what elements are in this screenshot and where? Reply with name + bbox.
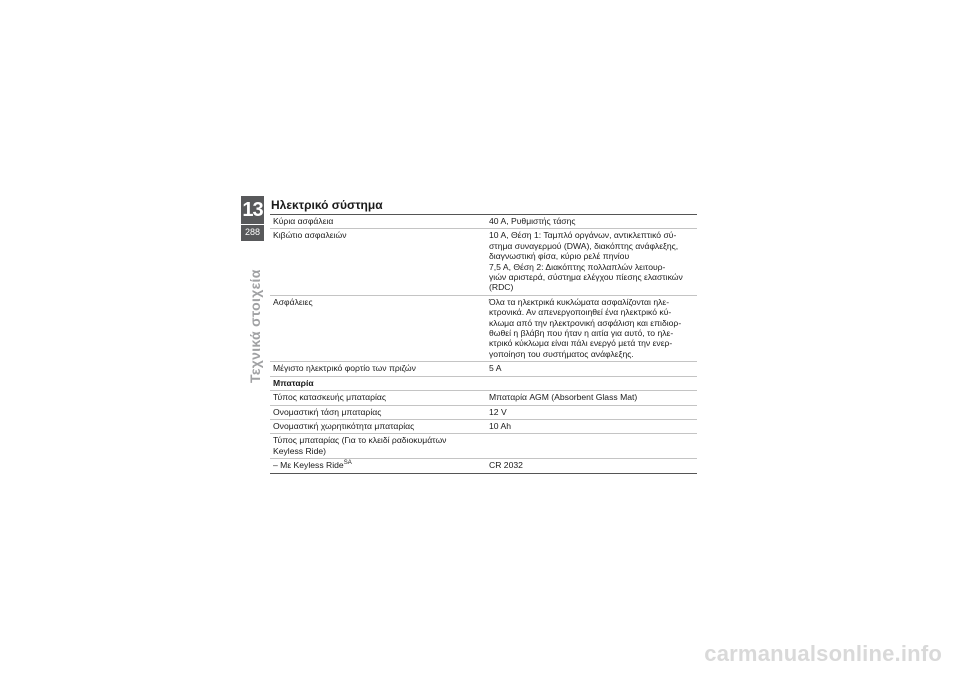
value-line: 12 V [489, 406, 507, 417]
value-line: 7,5 A, Θέση 2: Διακόπτης πολλαπλών λειτουρ- [489, 261, 666, 272]
value-line: 5 A [489, 363, 502, 374]
table-row [270, 215, 697, 229]
value-line: γιών αριστερά, σύστημα ελέγχου πίεσης ελαστικών [489, 272, 683, 283]
value-line: CR 2032 [489, 460, 523, 471]
battery-subheading-row [270, 376, 697, 390]
special-equipment-mark: SA [343, 460, 352, 467]
spec-table [270, 214, 697, 474]
row-value [485, 419, 697, 433]
value-line: θωθεί η βλάβη που ήταν η αιτία για αυτό, το ηλε- [489, 328, 674, 339]
value-line: Μπαταρία AGM (Absorbent Glass Mat) [489, 392, 638, 403]
value-line: 10 Ah [489, 420, 511, 431]
row-value [485, 405, 697, 419]
value-line: 40 A, Ρυθμιστής τάσης [489, 216, 576, 226]
label-line: Ονομαστική χωρητικότητα μπαταρίας [273, 420, 415, 431]
table-row [270, 295, 697, 361]
value-line: 10 A, Θέση 1: Ταμπλό οργάνων, αντικλεπτικό σύ- [489, 230, 677, 241]
row-value [485, 229, 697, 295]
table-row [270, 362, 697, 376]
keyless-label: Με Keyless Ride [280, 460, 344, 471]
page-number: 288 [244, 227, 261, 237]
table-row [270, 434, 697, 459]
row-value [485, 391, 697, 405]
value-line: στημα συναγερμού (DWA), διακόπτης ανάφλεξης, [489, 240, 679, 251]
value-line: κτρονικά. Αν απενεργοποιηθεί ένα ηλεκτρικό κύ- [489, 307, 672, 318]
battery-heading: Μπαταρία [270, 376, 697, 390]
chapter-number: 13 [242, 199, 263, 221]
row-label [270, 215, 485, 229]
row-label [270, 405, 485, 419]
chapter-side-title: Τεχνικά στοιχεία [247, 269, 263, 383]
section-title: Ηλεκτρικό σύστημα [271, 198, 383, 212]
label-line: Keyless Ride) [273, 445, 327, 456]
row-label [270, 362, 485, 376]
value-line: (RDC) [489, 282, 514, 293]
row-value [485, 362, 697, 376]
watermark: carmanualsonline.info [704, 641, 942, 666]
row-value [485, 295, 697, 361]
table-row [270, 405, 697, 419]
dash-marker: – [273, 460, 278, 471]
chapter-divider [241, 224, 264, 225]
table-row [270, 229, 697, 295]
row-label [270, 434, 485, 459]
row-value [485, 215, 697, 229]
keyless-row [270, 459, 697, 473]
row-label [270, 391, 485, 405]
label-line: Μέγιστο ηλεκτρικό φορτίο των πριζών [273, 363, 416, 374]
label-line: Τύπος μπαταρίας (Για το κλειδί ραδιοκυμάτων [273, 435, 447, 446]
table-row [270, 419, 697, 433]
value-line: γοποίηση του συστήματος ανάφλεξης. [489, 348, 634, 359]
table-row [270, 391, 697, 405]
label-line: Κιβώτιο ασφαλειών [273, 230, 347, 241]
row-value [485, 459, 697, 473]
row-value [485, 434, 697, 459]
label-line: Κύρια ασφάλεια [273, 216, 334, 226]
value-line: Όλα τα ηλεκτρικά κυκλώματα ασφαλίζονται ηλε- [489, 296, 670, 307]
label-line: Τύπος κατασκευής μπαταρίας [273, 392, 387, 403]
label-line [273, 460, 485, 470]
row-label [270, 419, 485, 433]
row-label [270, 295, 485, 361]
row-label [270, 229, 485, 295]
value-line: κτρικό κύκλωμα είναι πάλι ενεργό μετά την ενερ- [489, 338, 673, 349]
label-line: Ασφάλειες [273, 296, 313, 307]
value-line: διαγνωστική φίσα, κύριο ρελέ πηνίου [489, 251, 630, 262]
label-line: Ονομαστική τάση μπαταρίας [273, 406, 382, 417]
value-line: κλωμα από την ηλεκτρονική ασφάλιση και επιδιορ- [489, 317, 682, 328]
row-label [270, 459, 485, 473]
